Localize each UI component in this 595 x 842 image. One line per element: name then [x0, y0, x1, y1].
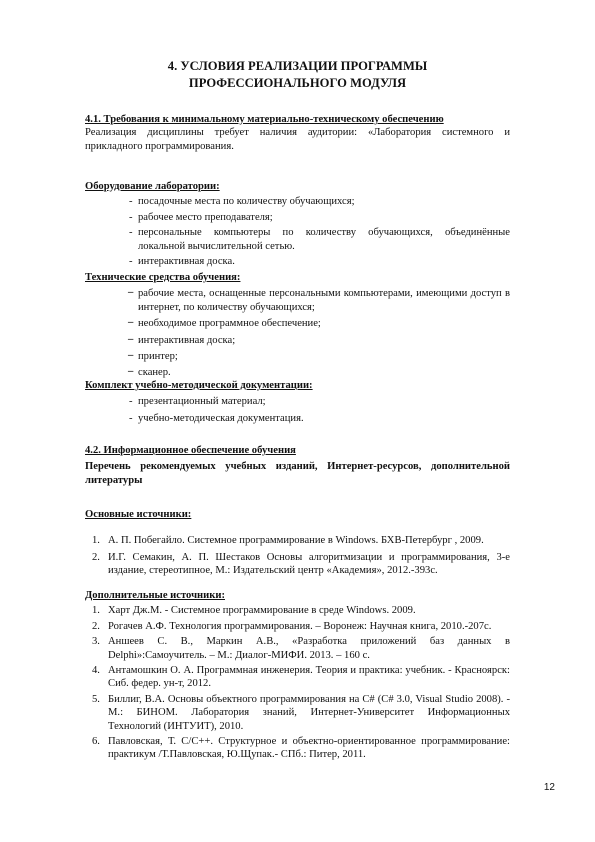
tech-means-section: [85, 271, 510, 380]
section-4-2-subheading-line-1: Перечень рекомендуемых учебных изданий, Интернет-ресурсов, дополнительной: [85, 461, 510, 473]
section-4-1: [85, 113, 510, 153]
list-marker: –: [128, 350, 134, 362]
section-4-1-intro-line-1: Реализация дисциплины требует наличия аудитории: «Лаборатория системного и: [85, 127, 510, 139]
list-item: - посадочные места по количеству обучающихся;: [129, 196, 355, 208]
list-item: - интерактивная доска.: [129, 256, 235, 268]
list-marker: -: [129, 256, 133, 268]
list-marker: -: [129, 211, 133, 223]
extra-sources-heading: Дополнительные источники:: [85, 590, 225, 601]
tech-means-list: [85, 287, 510, 379]
list-item: - презентационный материал;: [129, 396, 266, 408]
main-sources-heading: Основные источники:: [85, 509, 192, 520]
main-sources-list: [85, 534, 510, 577]
doc-set-heading: Комплект учебно-методической документации:: [85, 380, 313, 391]
list-item: 2. И.Г. Семакин, А. П. Шестаков Основы алгоритмизации и программирования, 3-е издание, стереотипное, М.: Издательский центр «Академия», 2012.-393с.: [92, 551, 510, 577]
doc-set-list: [85, 395, 510, 425]
section-4-2-subheading-line-2: литературы: [85, 474, 143, 486]
list-marker: -: [129, 396, 133, 408]
list-item: 1. Харт Дж.М. - Системное программирование в среде Windows. 2009.: [92, 605, 416, 617]
list-item: - учебно-методическая документация.: [129, 412, 304, 424]
list-item: – сканер.: [128, 366, 171, 379]
list-item: 2. Рогачев А.Ф. Технология программирования. – Воронеж: Научная книга, 2010.-207с.: [92, 620, 492, 632]
title-line-2: ПРОФЕССИОНАЛЬНОГО МОДУЛЯ: [188, 75, 407, 90]
lab-equipment-section: [85, 180, 510, 268]
section-4-1-intro-line-2: прикладного программирования.: [85, 140, 234, 152]
extra-sources-list: [85, 604, 510, 761]
list-item: 4. Антамошкин О. А. Программная инженерия. Теория и практика: учебник. - Красноярск: Сиб. федер. ун-т, 2012.: [92, 665, 510, 690]
list-marker: –: [128, 333, 134, 345]
list-item: 6. Павловская, Т. C/C++. Структурное и объектно-ориентированное программирование: практикум /Т.Павловская, Ю.Щупак.- СПб.: Питер, 2011.: [92, 736, 510, 761]
list-marker: -: [129, 196, 133, 208]
list-item: 3. Аншеев С. В., Маркин А.В., «Разработка приложений баз данных в Delphi»:Самоучитель. – М.: Диалог-МИФИ. 2013. – 160 с.: [92, 636, 510, 661]
page-title: [85, 58, 510, 91]
list-marker: –: [128, 317, 134, 329]
title-line-1: 4. УСЛОВИЯ РЕАЛИЗАЦИИ ПРОГРАММЫ: [167, 59, 428, 73]
list-marker: –: [128, 287, 134, 299]
lab-equipment-list: [85, 195, 510, 268]
tech-means-heading: Технические средства обучения:: [85, 272, 241, 283]
list-marker: –: [128, 366, 134, 378]
list-item: - рабочее место преподавателя;: [129, 211, 273, 223]
list-item: – принтер;: [128, 350, 178, 363]
list-item: 5. Биллиг, В.А. Основы объектного программирования на C# (C# 3.0, Visual Studio 2008). - М.: БИНОМ. Лаборатория знаний, Интернет-Университет Информационных Технологий (ИНТУИТ), 2010.: [92, 693, 510, 732]
main-sources-section: [85, 508, 510, 578]
list-item: 1. А. П. Побегайло. Системное программирование в Windows. БХВ-Петербург , 2009.: [92, 535, 484, 547]
list-marker: -: [129, 412, 133, 424]
lab-equipment-heading: Оборудование лаборатории:: [85, 181, 220, 192]
section-4-1-heading: 4.1. Требования к минимальному материально-техническому обеспечению: [85, 114, 444, 125]
list-marker: -: [129, 227, 133, 239]
section-4-2: [85, 444, 510, 487]
section-4-2-heading: 4.2. Информационное обеспечение обучения: [85, 445, 296, 456]
list-item: – необходимое программное обеспечение;: [128, 317, 321, 330]
list-item: – рабочие места, оснащенные персональными компьютерами, имеющими доступ в интернет, по количеству обучающихся;: [128, 287, 510, 313]
list-item: – интерактивная доска;: [128, 333, 236, 346]
extra-sources-section: [85, 589, 510, 762]
page-number: 12: [543, 782, 555, 793]
list-item: - персональные компьютеры по количеству обучающихся, объединённые локальной вычислительной сетью.: [129, 227, 510, 252]
doc-set-section: [85, 379, 510, 425]
